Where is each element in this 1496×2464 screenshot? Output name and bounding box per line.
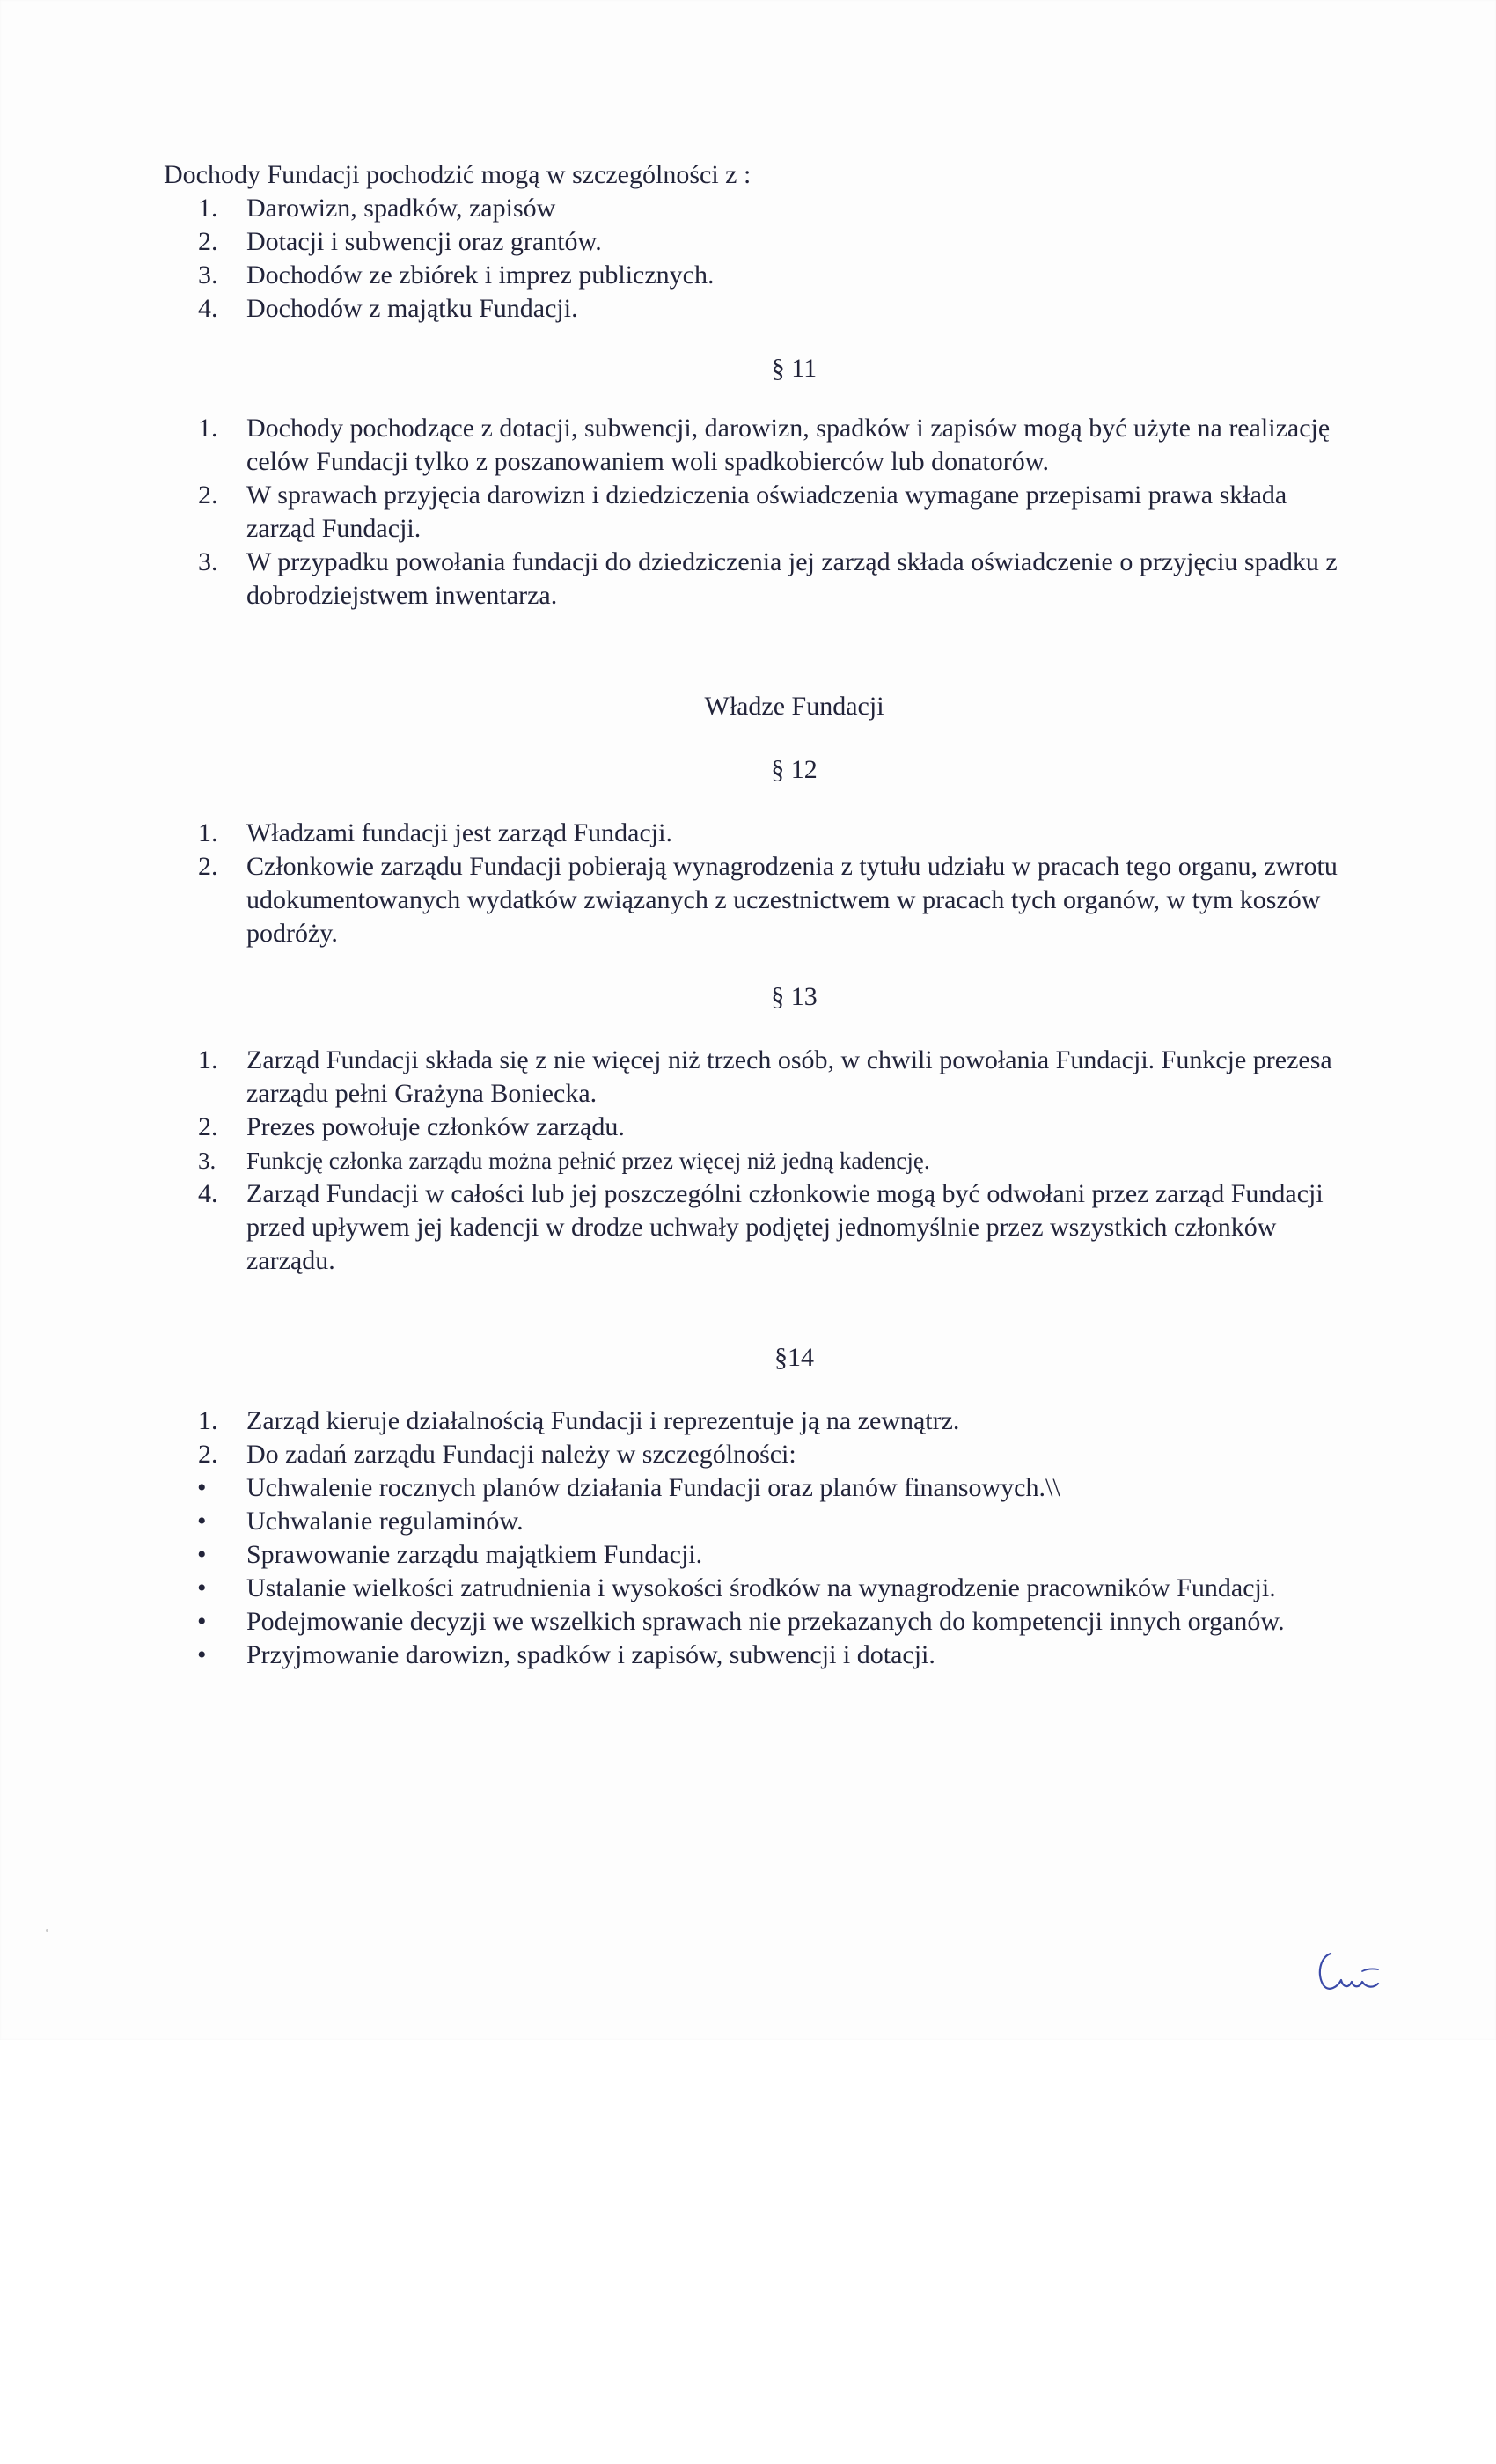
bullet-icon: • <box>197 1607 207 1636</box>
income-intro: Dochody Fundacji pochodzić mogą w szczególności z : <box>164 160 752 189</box>
list-item <box>158 479 1346 546</box>
section-11-list <box>158 412 1346 612</box>
item-text: Darowizn, spadków, zapisów <box>246 194 556 223</box>
section-11-heading: § 11 <box>771 354 818 383</box>
bullet-icon: • <box>197 1507 207 1536</box>
item-number: 3. <box>198 1148 216 1174</box>
item-text: Ustalanie wielkości zatrudnienia i wysokości środków na wynagrodzenie pracowników Fundacji. <box>246 1573 1276 1602</box>
list-item <box>158 1111 1346 1144</box>
item-text: Uchwalenie rocznych planów działania Fundacji oraz planów finansowych.\\ <box>246 1473 1060 1502</box>
blank-area <box>0 2040 1496 2464</box>
document-body <box>158 158 1346 1672</box>
item-text: Zarząd kieruje działalnością Fundacji i reprezentuje ją na zewnątrz. <box>246 1406 960 1435</box>
item-number: 4. <box>198 1179 218 1208</box>
list-item <box>158 850 1346 950</box>
income-sources-list <box>158 192 1346 326</box>
scan-speck <box>46 1929 48 1932</box>
item-text: Dotacji i subwencji oraz grantów. <box>246 227 602 256</box>
list-item <box>158 546 1346 612</box>
list-item <box>158 192 1346 225</box>
item-text: Zarząd Fundacji składa się z nie więcej niż trzech osób, w chwili powołania Fundacji. Funkcje prezesa zarządu pełni Grażyna Boniecka. <box>246 1045 1332 1108</box>
item-text: Członkowie zarządu Fundacji pobierają wynagrodzenia z tytułu udziału w pracach tego organu, zwrotu udokumentowanych wydatków związanych z uczestnictwem w pracach tych organów, w tym koszów podróży. <box>246 852 1338 948</box>
section-13-heading: § 13 <box>771 982 818 1011</box>
board-duties-list <box>158 1471 1346 1672</box>
item-text: Zarząd Fundacji w całości lub jej poszczególni członkowie mogą być odwołani przez zarząd Fundacji przed upływem jej kadencji w drodze uchwały podjętej jednomyślnie przez wszystkich członków zarządu. <box>246 1179 1324 1275</box>
item-number: 1. <box>198 818 218 847</box>
list-item <box>158 259 1346 292</box>
item-number: 2. <box>198 480 218 510</box>
item-text: Dochodów ze zbiórek i imprez publicznych. <box>246 260 715 290</box>
item-number: 2. <box>198 227 218 256</box>
bullet-icon: • <box>197 1473 207 1502</box>
list-item <box>158 412 1346 479</box>
item-text: Dochody pochodzące z dotacji, subwencji, darowizn, spadków i zapisów mogą być użyte na realizację celów Fundacji tylko z poszanowaniem woli spadkobierców lub donatorów. <box>246 414 1331 476</box>
list-item <box>158 292 1346 326</box>
item-text: Władzami fundacji jest zarząd Fundacji. <box>246 818 672 847</box>
item-text: Prezes powołuje członków zarządu. <box>246 1112 625 1141</box>
item-number: 1. <box>198 1045 218 1074</box>
item-number: 1. <box>198 414 218 443</box>
item-text: Przyjmowanie darowizn, spadków i zapisów, subwencji i dotacji. <box>246 1640 935 1669</box>
list-item <box>158 1572 1346 1605</box>
list-item <box>158 1505 1346 1538</box>
item-text: Dochodów z majątku Fundacji. <box>246 294 578 323</box>
item-text: Funkcję członka zarządu można pełnić przez więcej niż jedną kadencję. <box>246 1148 930 1174</box>
section-12-list <box>158 817 1346 950</box>
item-number: 2. <box>198 1440 218 1469</box>
item-number: 3. <box>198 547 218 576</box>
list-item <box>158 225 1346 259</box>
item-text: Sprawowanie zarządu majątkiem Fundacji. <box>246 1540 703 1569</box>
item-number: 2. <box>198 852 218 881</box>
item-text: Uchwalanie regulaminów. <box>246 1507 524 1536</box>
item-number: 1. <box>198 1406 218 1435</box>
item-text: Do zadań zarządu Fundacji należy w szczególności: <box>246 1440 796 1469</box>
item-number: 2. <box>198 1112 218 1141</box>
item-text: W sprawach przyjęcia darowizn i dziedziczenia oświadczenia wymagane przepisami prawa składa zarząd Fundacji. <box>246 480 1287 543</box>
bullet-icon: • <box>197 1540 207 1569</box>
list-item <box>158 1639 1346 1672</box>
list-item <box>158 817 1346 850</box>
list-item <box>158 1044 1346 1111</box>
bullet-icon: • <box>197 1640 207 1669</box>
handwritten-initials-icon <box>1311 1945 1390 1998</box>
list-item <box>158 1438 1346 1471</box>
item-number: 3. <box>198 260 218 290</box>
item-text: Podejmowanie decyzji we wszelkich sprawach nie przekazanych do kompetencji innych organów. <box>246 1607 1285 1636</box>
bullet-icon: • <box>197 1573 207 1602</box>
section-13-list <box>158 1044 1346 1278</box>
section-14-list <box>158 1404 1346 1471</box>
list-item <box>158 1471 1346 1505</box>
list-item <box>158 1404 1346 1438</box>
section-12-heading: § 12 <box>771 755 818 784</box>
list-item <box>158 1177 1346 1278</box>
item-number: 4. <box>198 294 218 323</box>
list-item <box>158 1144 1346 1177</box>
item-text: W przypadku powołania fundacji do dziedziczenia jej zarząd składa oświadczenie o przyjęciu spadku z dobrodziejstwem inwentarza. <box>246 547 1338 610</box>
list-item <box>158 1538 1346 1572</box>
list-item <box>158 1605 1346 1639</box>
item-number: 1. <box>198 194 218 223</box>
authorities-title: Władze Fundacji <box>704 692 884 721</box>
section-14-heading: §14 <box>774 1343 814 1372</box>
